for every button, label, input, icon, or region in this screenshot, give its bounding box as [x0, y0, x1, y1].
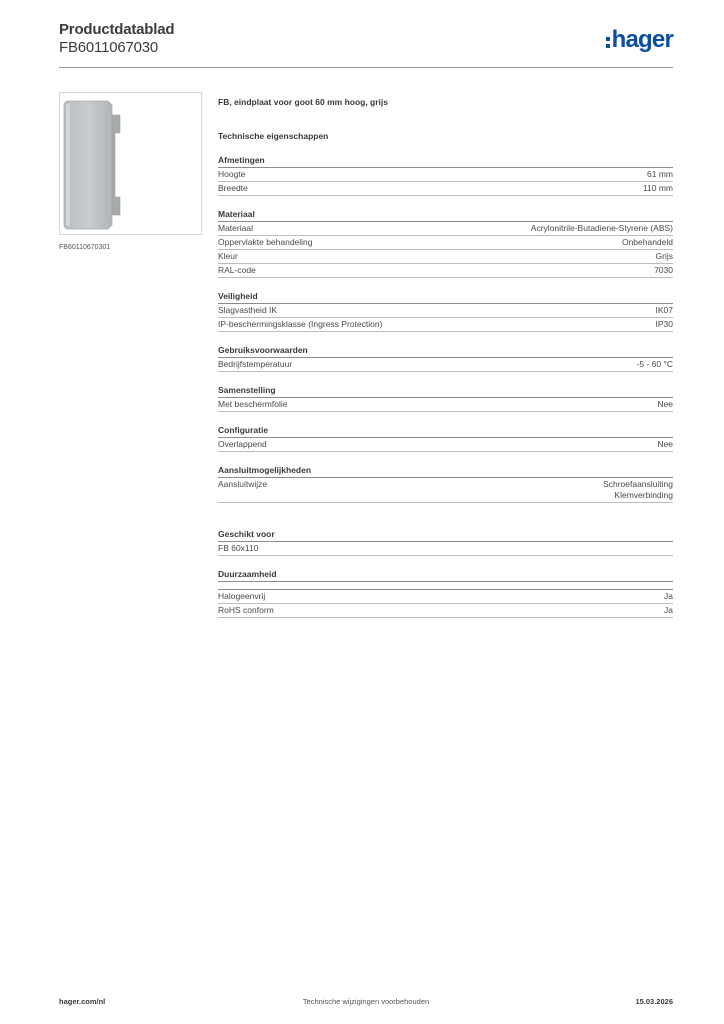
row-label: Oppervlakte behandeling — [218, 237, 313, 247]
row-value: -5 - 60 °C — [636, 359, 673, 369]
logo-text: hager — [611, 26, 673, 53]
table-row — [218, 438, 673, 452]
footer-date: 15.03.2026 — [635, 997, 673, 1006]
hager-logo — [606, 27, 673, 53]
row-label: RAL-code — [218, 265, 256, 275]
row-value: IK07 — [655, 305, 673, 315]
section-title: Veiligheid — [218, 290, 673, 304]
page-footer — [59, 997, 673, 1009]
row-value: Nee — [657, 399, 673, 409]
section-title: Configuratie — [218, 424, 673, 438]
row-label: IP-beschermingsklasse (Ingress Protection) — [218, 319, 383, 329]
section-geschikt-voor — [218, 528, 673, 556]
section-configuratie — [218, 424, 673, 452]
divider — [218, 582, 673, 590]
section-aansluitmogelijkheden — [218, 464, 673, 503]
table-row — [218, 358, 673, 372]
section-title: Aansluitmogelijkheden — [218, 464, 673, 478]
table-row — [218, 236, 673, 250]
row-label: Kleur — [218, 251, 238, 261]
document-title: Productdatablad — [59, 21, 175, 38]
row-label: FB 60x110 — [218, 543, 259, 553]
section-title: Materiaal — [218, 208, 673, 222]
row-value: Onbehandeld — [621, 237, 673, 247]
row-value: IP30 — [655, 319, 673, 329]
row-label: Halogeenvrij — [218, 591, 266, 601]
table-row — [218, 250, 673, 264]
row-label: Materiaal — [218, 223, 253, 233]
row-value: 110 mm — [642, 183, 673, 193]
table-row — [218, 590, 673, 604]
row-value: Nee — [657, 439, 673, 449]
table-row — [218, 304, 673, 318]
footer-website-link[interactable]: hager.com/nl — [59, 997, 106, 1006]
product-content — [218, 96, 673, 618]
section-title: Afmetingen — [218, 154, 673, 168]
logo-dots-icon — [606, 37, 610, 48]
section-materiaal — [218, 208, 673, 278]
page-header — [59, 21, 673, 65]
section-title: Gebruiksvoorwaarden — [218, 344, 673, 358]
product-image — [59, 92, 202, 235]
row-value: Ja — [664, 591, 673, 601]
technical-properties-title: Technische eigenschappen — [218, 131, 329, 141]
row-label: Slagvastheid IK — [218, 305, 278, 315]
table-row — [218, 168, 673, 182]
row-label: Aansluitwijze — [218, 479, 268, 489]
row-label: Overlappend — [218, 439, 267, 449]
table-row — [218, 478, 673, 503]
row-label: Bedrijfstemperatuur — [218, 359, 293, 369]
section-veiligheid — [218, 290, 673, 332]
end-plate-illustration — [60, 93, 203, 236]
row-label: RoHS conform — [218, 605, 274, 615]
section-duurzaamheid — [218, 568, 673, 618]
header-divider — [59, 67, 673, 68]
row-value-line: Klemverbinding — [614, 490, 673, 500]
section-gebruiksvoorwaarden — [218, 344, 673, 372]
section-title: Samenstelling — [218, 384, 673, 398]
section-samenstelling — [218, 384, 673, 412]
table-row — [218, 264, 673, 278]
footer-notice: Technische wijzigingen voorbehouden — [302, 997, 430, 1006]
table-row — [218, 542, 673, 556]
image-caption: FB60110670301 — [59, 244, 111, 251]
row-value: Ja — [664, 605, 673, 615]
row-label: Met beschermfolie — [218, 399, 288, 409]
row-value: Grijs — [655, 251, 673, 261]
row-label: Breedte — [218, 183, 248, 193]
table-row — [218, 318, 673, 332]
table-row — [218, 398, 673, 412]
section-title: Geschikt voor — [218, 528, 673, 542]
row-value: 61 mm — [647, 169, 673, 179]
product-code: FB6011067030 — [59, 39, 159, 56]
product-description: FB, eindplaat voor goot 60 mm hoog, grijs — [218, 97, 389, 107]
row-value: 7030 — [654, 265, 673, 275]
table-row — [218, 604, 673, 618]
row-label: Hoogte — [218, 169, 246, 179]
section-afmetingen — [218, 154, 673, 196]
table-row — [218, 182, 673, 196]
row-value — [603, 479, 673, 501]
row-value-line: Schroefaansluiting — [603, 479, 673, 489]
table-row — [218, 222, 673, 236]
row-value: Acrylonitrile-Butadiene-Styrene (ABS) — [530, 223, 673, 233]
section-title: Duurzaamheid — [218, 568, 673, 582]
